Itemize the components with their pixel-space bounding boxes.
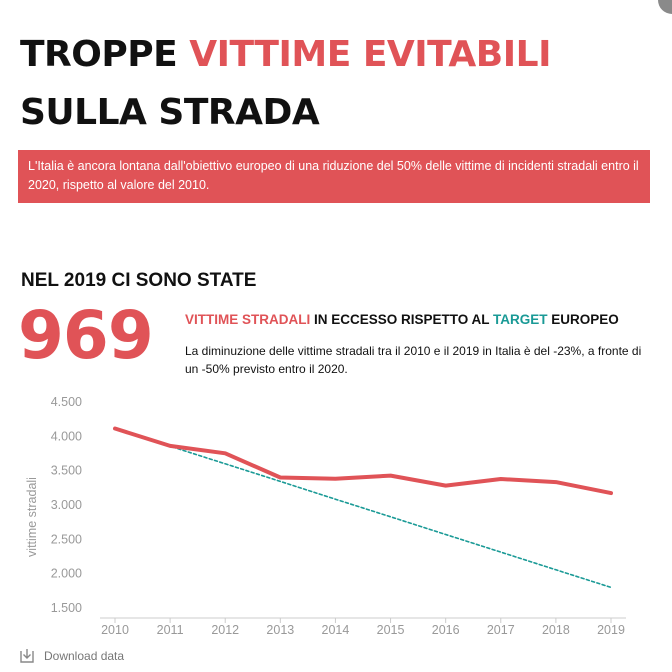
download-data-button[interactable] [18, 647, 124, 665]
x-tick-label: 2016 [431, 623, 460, 637]
x-tick-label: 2010 [101, 623, 129, 637]
y-tick-label: 2.000 [50, 566, 82, 581]
y-tick-label: 3.000 [50, 498, 82, 512]
y-axis-label: vittime stradali [25, 477, 39, 557]
title-part1: TROPPE [20, 34, 190, 75]
headline-end: EUROPEO [547, 312, 619, 327]
x-tick-label: 2012 [211, 623, 240, 637]
y-tick-label: 3.500 [50, 463, 82, 478]
x-tick-label: 2011 [156, 623, 184, 637]
x-tick-label: 2017 [486, 623, 515, 637]
stat-subhead: NEL 2019 CI SONO STATE [21, 270, 257, 291]
stat-description: La diminuzione delle vittime stradali tra il 2010 e il 2019 in Italia è del -23%, a fronte di un -50% previsto entro il 2020. [185, 344, 642, 376]
headline-mid: IN ECCESSO RISPETTO AL [310, 312, 494, 327]
download-icon [18, 647, 36, 665]
stat-headline [185, 312, 619, 327]
headline-teal: TARGET [493, 312, 548, 327]
line-chart [0, 385, 672, 645]
title-line2: SULLA STRADA [20, 92, 320, 133]
x-tick-label: 2018 [541, 623, 570, 637]
series-line-actual [115, 429, 611, 494]
x-tick-label: 2013 [266, 623, 295, 637]
y-tick-label: 2.500 [50, 532, 82, 547]
title-accent: VITTIME EVITABILI [189, 34, 551, 75]
headline-red: VITTIME STRADALI [185, 312, 311, 327]
x-tick-label: 2014 [321, 623, 350, 637]
y-tick-label: 4.000 [50, 429, 82, 444]
page-title [20, 26, 551, 142]
x-tick-label: 2019 [597, 623, 625, 637]
y-tick-label: 4.500 [50, 395, 82, 409]
y-tick-label: 1.500 [50, 601, 82, 615]
big-number: 969 [18, 297, 153, 374]
series-line-target [115, 429, 611, 588]
corner-menu-dot [658, 0, 672, 14]
banner-text: L'Italia è ancora lontana dall'obiettivo europeo di una riduzione del 50% delle vittime di incidenti stradali entro il 2020, rispetto al valore del 2010. [28, 159, 639, 192]
intro-banner [18, 150, 650, 203]
x-tick-label: 2015 [376, 623, 405, 637]
download-label: Download data [44, 649, 125, 663]
